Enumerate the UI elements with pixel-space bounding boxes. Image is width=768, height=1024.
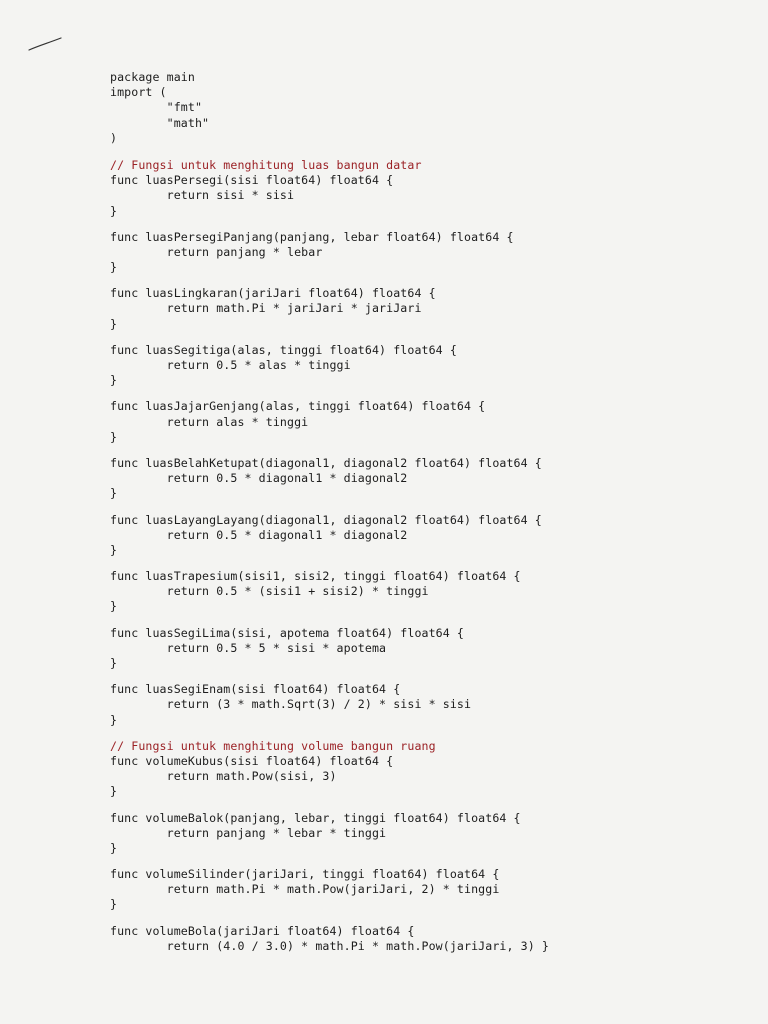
- function-body: return 0.5 * diagonal1 * diagonal2: [110, 527, 408, 542]
- function-close: }: [110, 486, 118, 501]
- function-block-luas-persegi-panjang: [110, 230, 750, 276]
- function-block-volume-kubus: [110, 754, 750, 800]
- function-block-luas-segi-lima: [110, 626, 750, 672]
- function-body: return panjang * lebar: [110, 244, 323, 259]
- code-page: [110, 70, 750, 954]
- function-block-luas-persegi: [110, 173, 750, 219]
- function-close: }: [110, 260, 118, 275]
- function-signature: func volumeBola(jariJari float64) float64 {: [110, 923, 415, 938]
- function-close: }: [110, 203, 118, 218]
- function-close: }: [110, 897, 118, 912]
- function-close: }: [110, 542, 118, 557]
- function-block-luas-lingkaran: [110, 286, 750, 332]
- code-line-import-math: "math": [110, 115, 210, 130]
- area-section-comment: // Fungsi untuk menghitung luas bangun datar: [110, 157, 422, 172]
- function-body: return math.Pi * math.Pow(jariJari, 2) * tinggi: [110, 882, 500, 897]
- function-close: }: [110, 712, 118, 727]
- function-signature: func volumeSilinder(jariJari, tinggi float64) float64 {: [110, 867, 500, 882]
- function-close: }: [110, 784, 118, 799]
- pen-mark-icon: [28, 36, 62, 54]
- function-signature: func luasJajarGenjang(alas, tinggi float64) float64 {: [110, 399, 486, 414]
- function-block-volume-bola: [110, 924, 750, 954]
- function-block-luas-trapesium: [110, 569, 750, 615]
- function-close: }: [110, 429, 118, 444]
- function-signature: func luasBelahKetupat(diagonal1, diagonal2 float64) float64 {: [110, 455, 542, 470]
- function-close: }: [110, 656, 118, 670]
- function-signature: func volumeBalok(panjang, lebar, tinggi float64) float64 {: [110, 810, 521, 825]
- code-line-package: package main: [110, 70, 195, 84]
- function-body: return math.Pow(sisi, 3): [110, 769, 337, 784]
- function-body: return math.Pi * jariJari * jariJari: [110, 301, 422, 316]
- function-block-volume-balok: [110, 811, 750, 857]
- function-close: }: [110, 840, 118, 855]
- function-body: return 0.5 * (sisi1 + sisi2) * tinggi: [110, 584, 429, 599]
- function-block-luas-belah-ketupat: [110, 456, 750, 502]
- function-block-luas-segitiga: [110, 343, 750, 389]
- function-signature: func volumeKubus(sisi float64) float64 {: [110, 753, 394, 768]
- function-close: }: [110, 599, 118, 614]
- function-block-volume-silinder: [110, 867, 750, 913]
- function-block-luas-segi-enam: [110, 682, 750, 728]
- function-signature: func luasSegitiga(alas, tinggi float64) float64 {: [110, 342, 457, 357]
- function-block-luas-layang-layang: [110, 513, 750, 559]
- function-signature: func luasTrapesium(sisi1, sisi2, tinggi float64) float64 {: [110, 569, 521, 584]
- code-line-import-close: ): [110, 130, 118, 145]
- function-body: return alas * tinggi: [110, 414, 309, 429]
- function-close: }: [110, 316, 118, 331]
- function-body: return panjang * lebar * tinggi: [110, 825, 387, 840]
- function-close: }: [110, 373, 118, 388]
- function-signature: func luasSegiLima(sisi, apotema float64) float64 {: [110, 625, 465, 640]
- function-body: return 0.5 * 5 * sisi * apotema: [110, 640, 387, 655]
- code-line-import-fmt: "fmt": [110, 100, 203, 115]
- function-body: return (4.0 / 3.0) * math.Pi * math.Pow(jariJari, 3) }: [110, 938, 549, 953]
- function-signature: func luasPersegi(sisi float64) float64 {: [110, 173, 394, 188]
- function-body: return sisi * sisi: [110, 188, 295, 203]
- function-signature: func luasLingkaran(jariJari float64) float64 {: [110, 286, 436, 301]
- code-line-import: import (: [110, 85, 167, 100]
- header-block: [110, 70, 750, 146]
- function-signature: func luasLayangLayang(diagonal1, diagonal2 float64) float64 {: [110, 512, 542, 527]
- volume-section-comment: // Fungsi untuk menghitung volume bangun ruang: [110, 738, 436, 753]
- function-signature: func luasSegiEnam(sisi float64) float64 {: [110, 682, 401, 697]
- function-body: return 0.5 * alas * tinggi: [110, 358, 351, 372]
- function-body: return (3 * math.Sqrt(3) / 2) * sisi * sisi: [110, 697, 472, 712]
- function-body: return 0.5 * diagonal1 * diagonal2: [110, 471, 408, 486]
- function-block-luas-jajar-genjang: [110, 399, 750, 445]
- function-signature: func luasPersegiPanjang(panjang, lebar float64) float64 {: [110, 229, 514, 244]
